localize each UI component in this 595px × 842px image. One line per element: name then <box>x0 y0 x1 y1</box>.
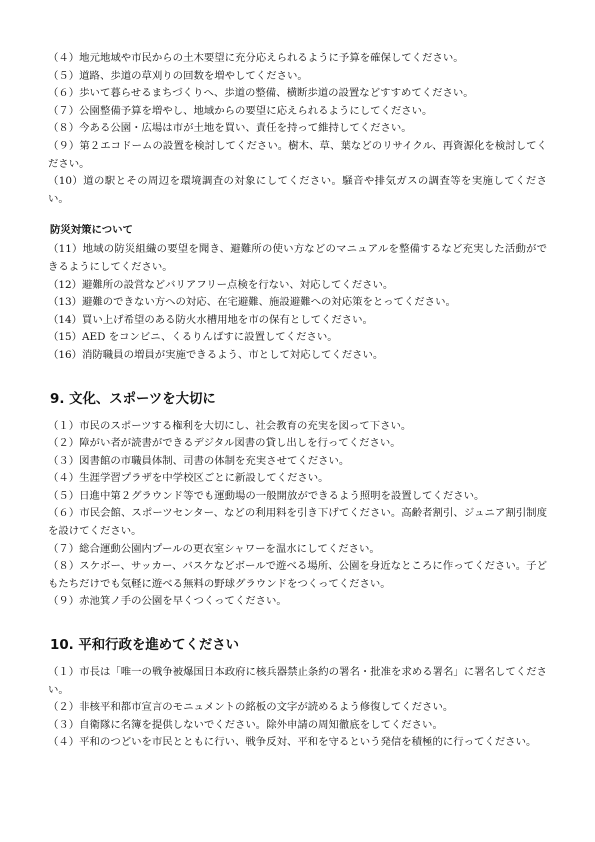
list-item: （１）市民のスポーツする権利を大切にし、社会教育の充実を図って下さい。 <box>48 419 412 432</box>
section10-title: 10. 平和行政を進めてください <box>50 638 240 654</box>
section8-list <box>48 50 547 208</box>
disaster-list <box>48 241 547 364</box>
section9-title: 9. 文化、スポーツを大切に <box>50 391 216 407</box>
section10-list <box>48 664 547 752</box>
list-item: （３）図書館の市職員体制、司書の体制を充実させてください。 <box>48 454 350 467</box>
list-item: （12）避難所の設営などバリアフリー点検を行ない、対応してください。 <box>48 278 394 291</box>
list-item: （16）消防職員の増員が実施できるよう、市として対応してください。 <box>48 348 384 361</box>
list-item: （８）スケボー、サッカー、バスケなどボールで遊べる場所、公園を身近なところに作ってください。子どもたちだけでも気軽に遊べる無料の野球グラウンドをつくってください。 <box>48 560 547 590</box>
list-item: （２）非核平和都市宣言のモニュメントの銘板の文字が読めるよう修復してください。 <box>48 701 454 714</box>
list-item: （４）生涯学習プラザを中学校区ごとに新設してください。 <box>48 472 329 485</box>
list-item: （８）今ある公園・広場は市が土地を買い、責任を持って維持してください。 <box>48 122 412 135</box>
list-item: （４）地元地域や市民からの土木要望に充分応えられるように予算を確保してください。 <box>48 52 464 64</box>
list-item: （11）地域の防災組織の要望を聞き、避難所の使い方などのマニュアルを整備するなど充実した活動ができるようにしてください。 <box>48 243 547 273</box>
list-item: （７）公園整備予算を増やし、地域からの要望に応えられるようにしてください。 <box>48 104 433 117</box>
list-item: （６）歩いて暮らせるまちづくりへ、歩道の整備、横断歩道の設置などすすめてください。 <box>48 87 474 100</box>
list-item: （13）避難のできない方への対応、在宅避難、施設避難への対応策をとってください。 <box>48 296 456 309</box>
disaster-heading: 防災対策について <box>50 224 133 237</box>
list-item: （３）自衛隊に名簿を提供しないでください。除外申請の周知徹底をしてください。 <box>48 718 443 731</box>
list-item: （１）市長は「唯一の戦争被爆国日本政府に核兵器禁止条約の署名・批准を求める署名」に署名してください。 <box>48 666 547 696</box>
list-item: （５）日進中第２グラウンド等でも運動場の一般開放ができるよう照明を設置してください。 <box>48 489 485 502</box>
list-item: （15）AED をコンビニ、くるりんばすに設置してください。 <box>48 331 338 344</box>
list-item: （14）買い上げ希望のある防火水槽用地を市の保有としてください。 <box>48 313 373 326</box>
list-item: （６）市民会館、スポーツセンター、などの利用料を引き下げてください。高齢者割引、ジュニア割引制度を設けてください。 <box>48 507 547 538</box>
list-item: （７）総合運動公園内プールの更衣室シャワーを温水にしてください。 <box>48 542 380 555</box>
list-item: （２）障がい者が読書ができるデジタル図書の貸し出しを行ってください。 <box>48 437 401 450</box>
list-item: （10）道の駅とその周辺を環境調査の対象にしてください。騒音や排気ガスの調査等を実施してください。 <box>48 175 547 205</box>
list-item: （５）道路、歩道の草刈りの回数を増やしてください。 <box>48 69 308 82</box>
section9-list <box>48 418 547 612</box>
list-item: （９）赤池箕ノ手の公園を早くつくってください。 <box>48 595 287 608</box>
list-item: （９）第２エコドームの設置を検討してください。樹木、草、葉などのリサイクル、再資源化を検討してください。 <box>48 139 547 170</box>
list-item: （４）平和のつどいを市民とともに行い、戦争反対、平和を守るという発信を積極的に行ってください。 <box>48 736 537 749</box>
